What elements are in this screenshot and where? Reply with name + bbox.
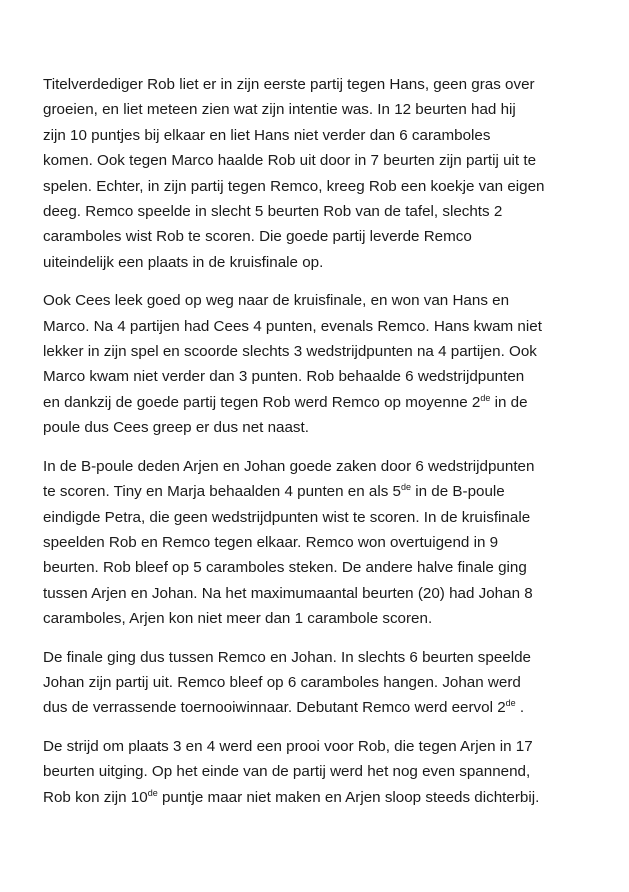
document-body [43, 72, 588, 823]
text-line: dus de verrassende toernooiwinnaar. Debutant Remco werd eervol 2de . [43, 698, 525, 717]
text-line: tussen Arjen en Johan. Na het maximumaantal beurten (20) had Johan 8 [43, 584, 533, 602]
text-line: De strijd om plaats 3 en 4 werd een prooi voor Rob, die tegen Arjen in 17 [43, 737, 533, 755]
text-line: lekker in zijn spel en scoorde slechts 3 wedstrijdpunten na 4 partijen. Ook [43, 343, 537, 361]
text-line: komen. Ook tegen Marco haalde Rob uit door in 7 beurten zijn partij uit te [43, 152, 537, 170]
ordinal-superscript: de [401, 482, 412, 493]
text-line: deeg. Remco speelde in slecht 5 beurten Rob van de tafel, slechts 2 [43, 203, 503, 221]
text-line: en dankzij de goede partij tegen Rob werd Remco op moyenne 2de in de [43, 392, 528, 411]
text-line: Ook Cees leek goed op weg naar de kruisfinale, en won van Hans en [43, 292, 510, 310]
ordinal-superscript: de [480, 392, 491, 403]
text-line: In de B-poule deden Arjen en Johan goede zaken door 6 wedstrijdpunten [43, 457, 535, 475]
paragraph-3 [43, 454, 588, 632]
text-line: poule dus Cees greep er dus net naast. [43, 419, 309, 437]
text-line: De finale ging dus tussen Remco en Johan. In slechts 6 beurten speelde [43, 648, 531, 666]
text-line: Rob kon zijn 10de puntje maar niet maken en Arjen sloop steeds dichterbij. [43, 787, 540, 806]
text-line: te scoren. Tiny en Marja behaalden 4 punten en als 5de in de B-poule [43, 482, 505, 501]
paragraph-1 [43, 72, 588, 275]
text-line: speelden Rob en Remco tegen elkaar. Remco won overtuigend in 9 [43, 533, 499, 551]
text-line: beurten uitging. Op het einde van de partij werd het nog even spannend, [43, 763, 531, 781]
ordinal-superscript: de [147, 787, 158, 798]
text-line: eindigde Petra, die geen wedstrijdpunten wist te scoren. In de kruisfinale [43, 508, 531, 526]
text-line: caramboles, Arjen kon niet meer dan 1 carambole scoren. [43, 610, 433, 628]
paragraph-2 [43, 288, 588, 440]
text-line: groeien, en liet meteen zien wat zijn intentie was. In 12 beurten had hij [43, 101, 516, 119]
text-line: uiteindelijk een plaats in de kruisfinale op. [43, 253, 324, 271]
text-line: zijn 10 puntjes bij elkaar en liet Hans niet verder dan 6 caramboles [43, 126, 491, 144]
text-line: beurten. Rob bleef op 5 caramboles steken. De andere halve finale ging [43, 559, 527, 577]
text-line: Titelverdediger Rob liet er in zijn eerste partij tegen Hans, geen gras over [43, 76, 535, 93]
text-line: spelen. Echter, in zijn partij tegen Remco, kreeg Rob een koekje van eigen [43, 177, 545, 195]
paragraph-5 [43, 734, 588, 810]
text-line: Johan zijn partij uit. Remco bleef op 6 caramboles hangen. Johan werd [43, 673, 521, 691]
text-line: Marco. Na 4 partijen had Cees 4 punten, evenals Remco. Hans kwam niet [43, 317, 542, 335]
text-line: Marco kwam niet verder dan 3 punten. Rob behaalde 6 wedstrijdpunten [43, 368, 525, 386]
ordinal-superscript: de [505, 698, 516, 709]
paragraph-4 [43, 645, 588, 721]
text-line: caramboles wist Rob te scoren. Die goede partij leverde Remco [43, 228, 472, 246]
